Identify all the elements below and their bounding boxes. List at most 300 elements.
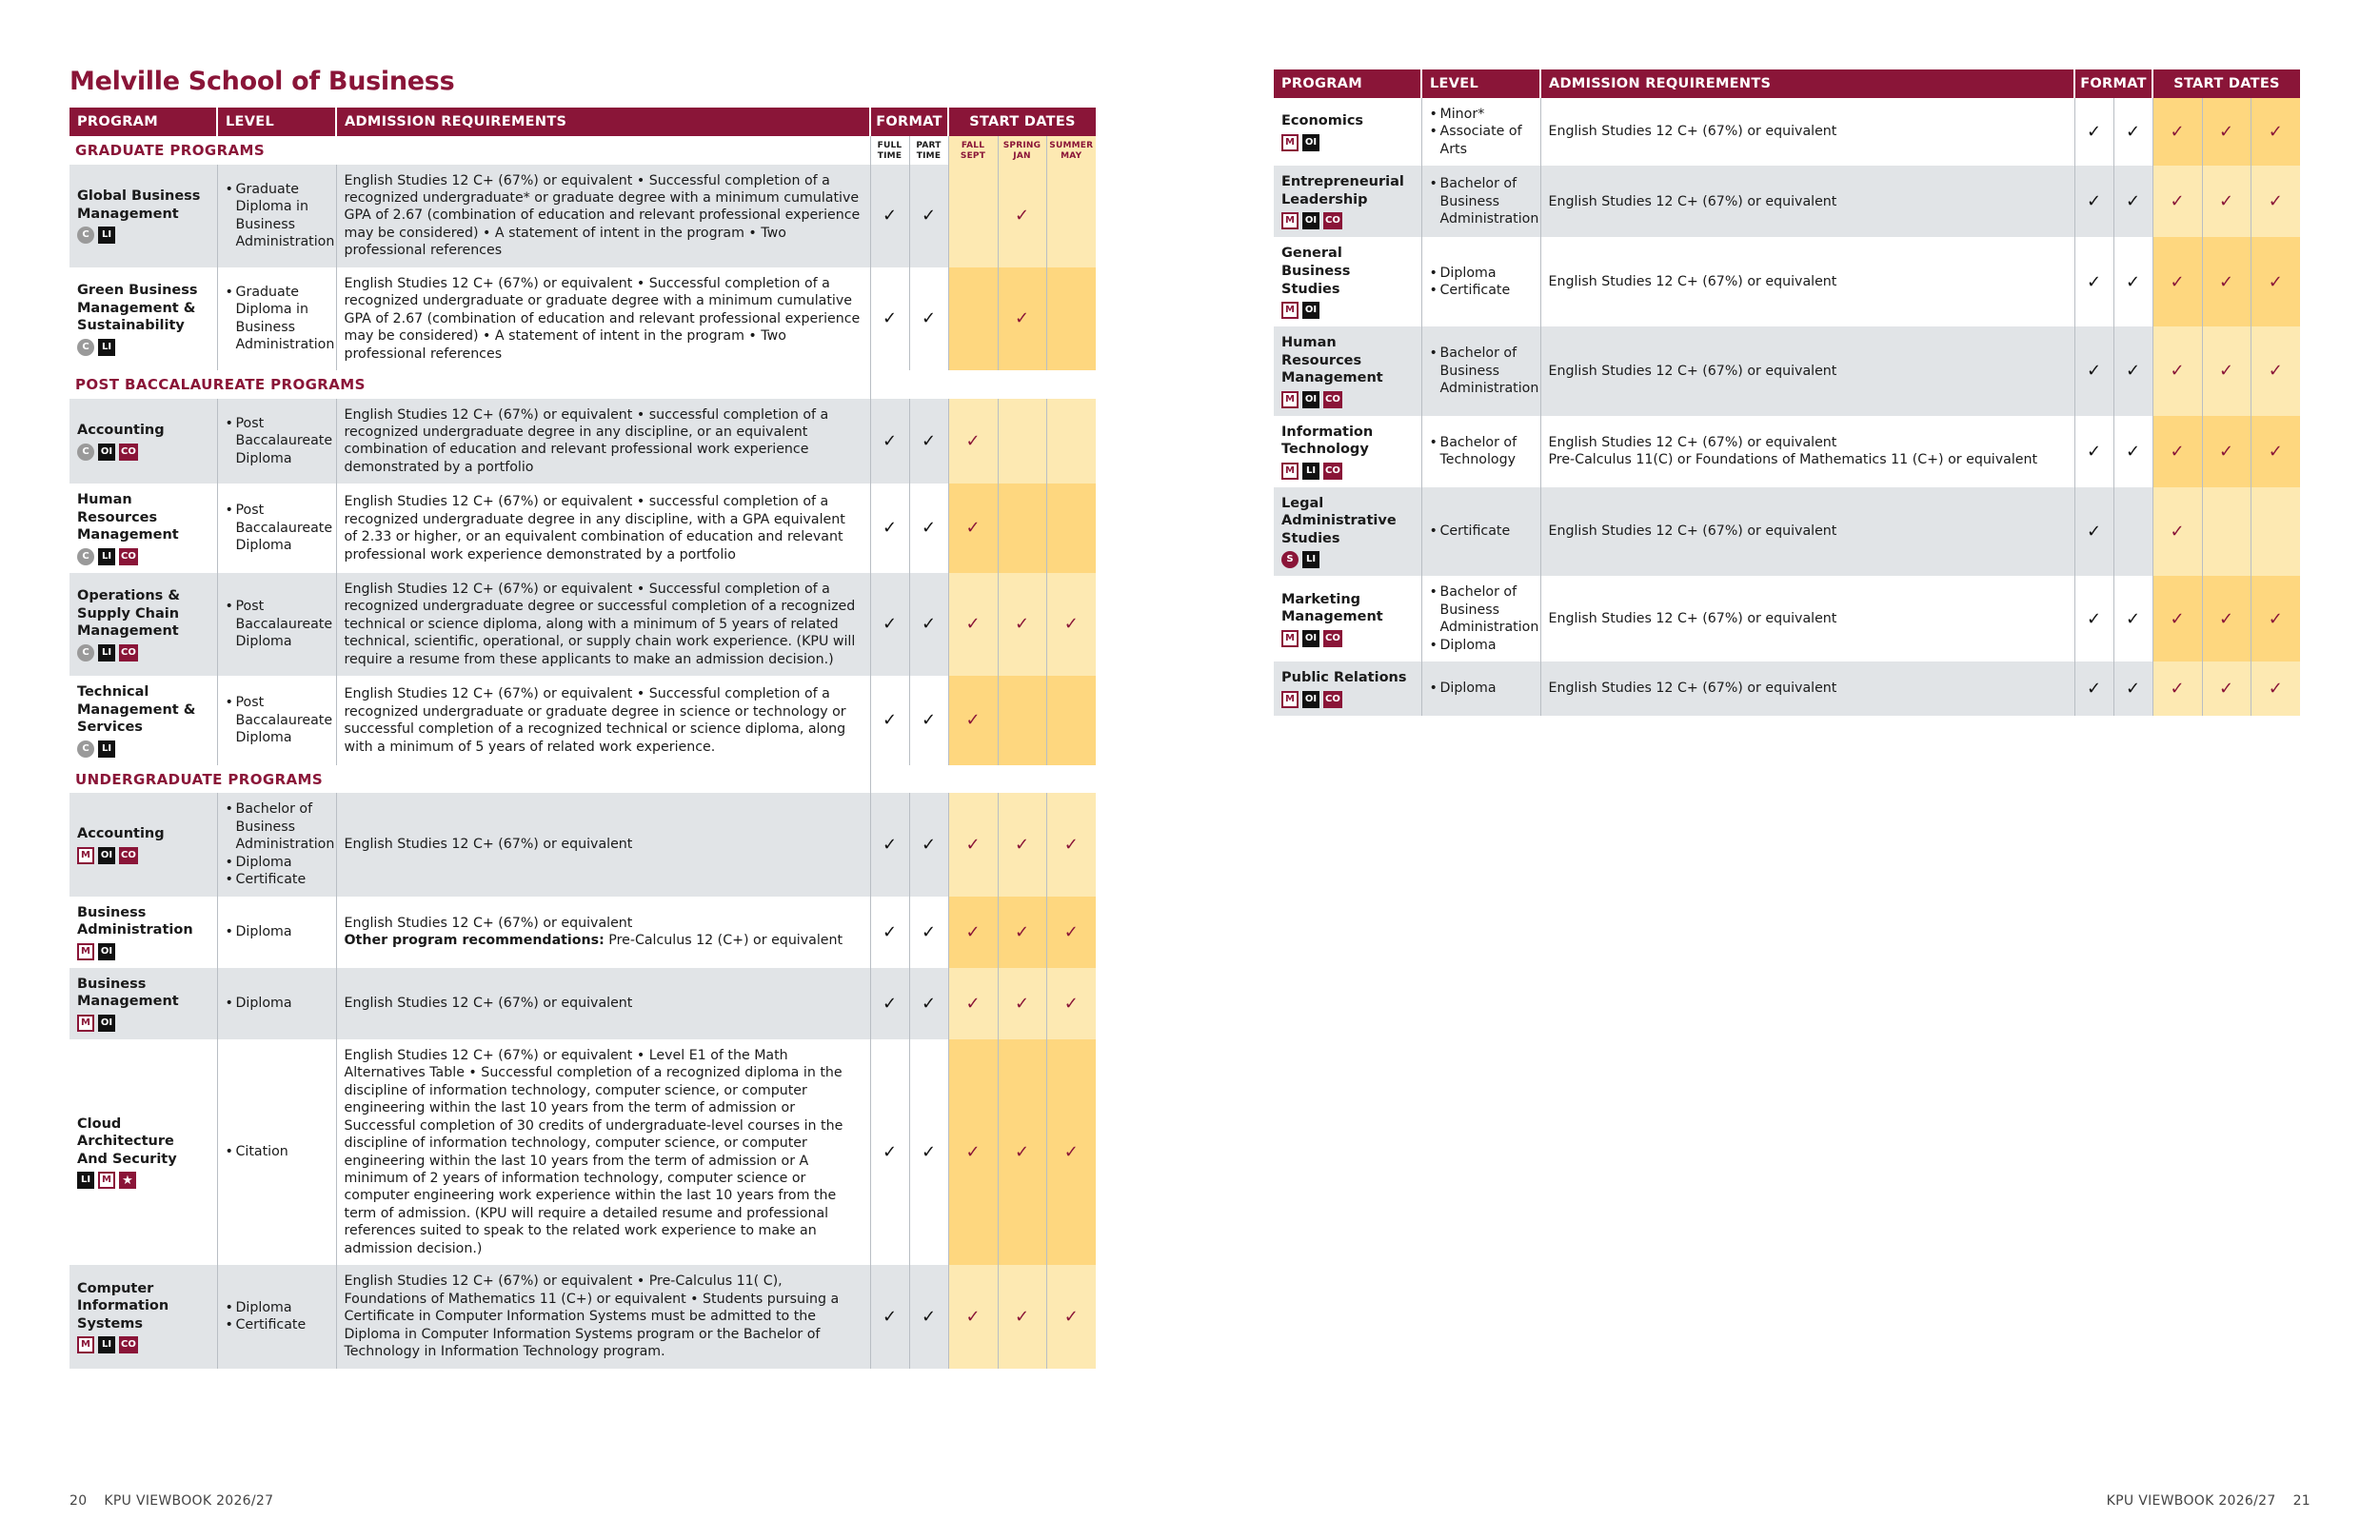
part-time-check: ✓: [909, 1265, 948, 1368]
part-time-check: ✓: [2113, 326, 2152, 416]
level-item: • Diploma: [226, 923, 328, 940]
level-list: [226, 694, 333, 746]
fall-start-check: ✓: [2152, 98, 2202, 166]
summer-start-check: ✓: [1046, 1265, 1096, 1368]
level-item: • Bachelor of Business Administration: [1430, 583, 1533, 636]
spring-start-check: ✓: [998, 968, 1046, 1039]
program-row: [69, 399, 1096, 484]
header-start-dates: START DATES: [948, 108, 1096, 136]
full-time-check: ✓: [870, 399, 909, 484]
badge-oi: OI: [98, 444, 115, 461]
delivery-badges: [77, 227, 209, 244]
level-cell: [217, 968, 336, 1039]
full-time-check: ✓: [2074, 326, 2113, 416]
full-time-check: ✓: [2074, 416, 2113, 487]
level-cell: [217, 897, 336, 968]
program-cell: [1274, 661, 1421, 716]
program-row: [69, 165, 1096, 267]
level-list: [1430, 175, 1539, 227]
program-row: [1274, 326, 2300, 416]
badge-m: M: [77, 943, 94, 960]
level-cell: [217, 1039, 336, 1265]
subheader-full-time: FULL TIME: [870, 136, 909, 165]
level-item: • Bachelor of Technology: [1430, 434, 1533, 469]
summer-start-check: ✓: [2251, 237, 2300, 326]
program-name: Economics: [1281, 113, 1364, 129]
delivery-badges: [1281, 391, 1414, 408]
level-item: • Diploma: [226, 995, 328, 1012]
spring-start-check: [998, 484, 1046, 573]
footer-title-left: KPU VIEWBOOK 2026/27: [104, 1493, 274, 1509]
right-program-table: [1274, 69, 2300, 716]
part-time-check: ✓: [909, 897, 948, 968]
left-program-table: [69, 108, 1096, 1369]
delivery-badges: [1281, 212, 1414, 229]
level-item: • Post Baccalaureate Diploma: [226, 598, 328, 650]
fall-start-check: ✓: [2152, 166, 2202, 237]
level-item: • Diploma: [226, 1299, 328, 1316]
program-name: Public Relations: [1281, 670, 1407, 686]
requirement-text: English Studies 12 C+ (67%) or equivalent: [344, 996, 633, 1012]
spring-start-check: [2202, 487, 2251, 577]
badge-c: C: [77, 548, 94, 565]
summer-start-check: ✓: [2251, 661, 2300, 716]
requirement-text: English Studies 12 C+ (67%) or equivalent: [344, 915, 633, 931]
badge-li: LI: [77, 1172, 94, 1189]
level-list: [226, 800, 335, 888]
delivery-badges: [77, 943, 209, 960]
program-name: Human Resources Management: [77, 492, 179, 543]
fall-start-check: [948, 165, 998, 267]
level-item: • Certificate: [226, 1316, 328, 1333]
level-list: [1430, 434, 1533, 469]
program-row: [69, 1265, 1096, 1368]
section-filler: [870, 765, 1096, 794]
recommendation-text: Pre-Calculus 12 (C+) or equivalent: [604, 933, 843, 949]
header-program: PROGRAM: [69, 108, 217, 136]
requirement-text: English Studies 12 C+ (67%) or equivalent • Pre-Calculus 11( C), Foundations of Mathematics 11 (C+) or equivalent • Students pursuing a Certificate in Computer Information Systems must be admitted to the Diploma in Computer Information Systems program or the Bachelor of Technology in Information Technology program.: [344, 1273, 840, 1360]
program-cell: [69, 267, 217, 370]
level-list: [1430, 523, 1533, 540]
badge-oi: OI: [98, 943, 115, 960]
full-time-check: ✓: [2074, 166, 2113, 237]
badge-oi: OI: [1302, 134, 1319, 151]
requirements-cell: [336, 676, 870, 765]
section-title: UNDERGRADUATE PROGRAMS: [75, 770, 324, 788]
section-title-cell: [69, 370, 870, 399]
spring-start-check: ✓: [2202, 576, 2251, 661]
fall-start-check: ✓: [2152, 661, 2202, 716]
requirements-cell: [336, 484, 870, 573]
delivery-badges: [77, 644, 209, 661]
fall-start-check: ✓: [948, 676, 998, 765]
badge-m: M: [1281, 391, 1299, 408]
program-name: Global Business Management: [77, 188, 201, 222]
summer-start-check: ✓: [2251, 326, 2300, 416]
requirements-cell: [1540, 98, 2074, 166]
delivery-badges: [1281, 302, 1414, 319]
header-program: PROGRAM: [1274, 69, 1421, 98]
full-time-check: ✓: [2074, 98, 2113, 166]
level-cell: [1421, 576, 1540, 661]
requirements-cell: [1540, 661, 2074, 716]
badge-li: LI: [1302, 463, 1319, 480]
part-time-check: ✓: [2113, 661, 2152, 716]
requirements-cell: [336, 267, 870, 370]
fall-start-check: [948, 267, 998, 370]
program-row: [1274, 166, 2300, 237]
program-cell: [69, 573, 217, 676]
requirements-cell: [336, 165, 870, 267]
program-cell: [69, 793, 217, 896]
spring-start-check: ✓: [998, 1265, 1046, 1368]
level-cell: [217, 676, 336, 765]
level-cell: [1421, 237, 1540, 326]
level-cell: [217, 165, 336, 267]
program-name: Business Administration: [77, 904, 193, 938]
subheader-summer: SUMMER MAY: [1046, 136, 1096, 165]
program-row: [69, 793, 1096, 896]
section-filler: [870, 370, 1096, 399]
program-row: [1274, 416, 2300, 487]
spring-start-check: [998, 676, 1046, 765]
full-time-check: ✓: [2074, 237, 2113, 326]
summer-start-check: ✓: [1046, 897, 1096, 968]
spring-start-check: ✓: [2202, 166, 2251, 237]
spring-start-check: ✓: [998, 573, 1046, 676]
star-icon: ★: [119, 1172, 136, 1189]
summer-start-check: ✓: [1046, 1039, 1096, 1265]
level-item: • Post Baccalaureate Diploma: [226, 502, 328, 554]
program-cell: [69, 676, 217, 765]
requirement-text: English Studies 12 C+ (67%) or equivalent • Successful completion of a recognized undergraduate or graduate degree in science or technology or successful completion of a recognized technical or science diploma, along with a minimum of 5 years of related work experience.: [344, 686, 846, 755]
delivery-badges: [77, 339, 209, 356]
program-cell: [1274, 166, 1421, 237]
badge-m: M: [77, 1336, 94, 1353]
program-row: [69, 676, 1096, 765]
delivery-badges: [77, 1172, 209, 1189]
header-format: FORMAT: [2074, 69, 2152, 98]
level-item: • Certificate: [1430, 282, 1533, 299]
section-title: GRADUATE PROGRAMS: [75, 142, 266, 159]
level-cell: [1421, 326, 1540, 416]
level-item: • Diploma: [226, 854, 328, 871]
requirement-text: Pre-Calculus 11(C) or Foundations of Mathematics 11 (C+) or equivalent: [1548, 452, 2038, 468]
fall-start-check: ✓: [2152, 237, 2202, 326]
requirements-cell: [1540, 326, 2074, 416]
program-name: Legal Administrative Studies: [1281, 495, 1397, 546]
level-list: [226, 923, 328, 940]
program-row: [69, 267, 1096, 370]
delivery-badges: [77, 847, 209, 864]
level-list: [226, 598, 333, 650]
level-cell: [217, 484, 336, 573]
level-item: • Citation: [226, 1143, 328, 1160]
delivery-badges: [77, 444, 209, 461]
badge-co: CO: [1323, 463, 1342, 480]
program-cell: [1274, 326, 1421, 416]
footer-right: [2107, 1493, 2311, 1509]
level-item: • Post Baccalaureate Diploma: [226, 415, 328, 467]
program-row: [1274, 98, 2300, 166]
level-list: [226, 502, 333, 554]
level-item: • Bachelor of Business Administration: [226, 800, 328, 853]
level-cell: [217, 399, 336, 484]
requirement-text: English Studies 12 C+ (67%) or equivalent: [1548, 193, 1837, 209]
level-list: [1430, 583, 1539, 654]
level-list: [226, 995, 328, 1012]
spring-start-check: [998, 399, 1046, 484]
program-cell: [69, 897, 217, 968]
summer-start-check: ✓: [1046, 968, 1096, 1039]
full-time-check: ✓: [2074, 487, 2113, 577]
badge-co: CO: [119, 847, 138, 864]
requirement-text: English Studies 12 C+ (67%) or equivalent • Level E1 of the Math Alternatives Table • Successful completion of a recognized diploma in the discipline of information technology, computer science, or computer engineering within the last 10 years from the term of admission or Successful completion of 30 credits of undergraduate-level courses in the discipline of information technology, computer science, or computer engineering within the last 10 years from the term of admission or A minimum of 2 years of information technology, computer science or computer engineering work experience within the last 10 years from the term of admission. (KPU will require a detailed resume and professional references suited to speak to the related work experience to make an admission decision.): [344, 1047, 843, 1256]
full-time-check: ✓: [870, 484, 909, 573]
footer-left: [69, 1493, 273, 1509]
section-title: POST BACCALAUREATE PROGRAMS: [75, 376, 366, 394]
level-cell: [217, 267, 336, 370]
level-item: • Certificate: [1430, 523, 1533, 540]
section-title-cell: [69, 136, 870, 165]
section-header-row: [69, 136, 1096, 165]
part-time-check: [2113, 487, 2152, 577]
level-item: • Diploma: [1430, 637, 1533, 654]
requirement-text: English Studies 12 C+ (67%) or equivalent: [1548, 124, 1837, 140]
program-cell: [69, 968, 217, 1039]
fall-start-check: ✓: [2152, 576, 2202, 661]
requirement-text: English Studies 12 C+ (67%) or equivalent • Successful completion of a recognized undergraduate degree or successful completion of a recognized technical or science diploma, along with a minimum of 5 years of related technical, scientific, operational, or supply chain work experience. (KPU will require a resume from these applicants to make an admission decision.): [344, 581, 856, 667]
header-format: FORMAT: [870, 108, 948, 136]
header-level: LEVEL: [1421, 69, 1540, 98]
delivery-badges: [77, 1015, 209, 1032]
full-time-check: ✓: [870, 165, 909, 267]
level-list: [226, 415, 333, 467]
badge-s: S: [1281, 551, 1299, 568]
header-level: LEVEL: [217, 108, 336, 136]
badge-li: LI: [98, 740, 115, 758]
badge-li: LI: [1302, 551, 1319, 568]
badge-m: M: [98, 1172, 115, 1189]
fall-start-check: ✓: [948, 1039, 998, 1265]
part-time-check: ✓: [2113, 98, 2152, 166]
requirements-cell: [336, 573, 870, 676]
summer-start-check: ✓: [2251, 416, 2300, 487]
requirement-text: English Studies 12 C+ (67%) or equivalent: [1548, 434, 1837, 450]
fall-start-check: ✓: [2152, 416, 2202, 487]
subheader-fall: FALL SEPT: [948, 136, 998, 165]
badge-co: CO: [1323, 630, 1342, 647]
program-cell: [1274, 576, 1421, 661]
full-time-check: ✓: [870, 573, 909, 676]
fall-start-check: ✓: [948, 897, 998, 968]
badge-co: CO: [119, 548, 138, 565]
level-item: • Diploma: [1430, 680, 1533, 697]
program-row: [1274, 237, 2300, 326]
requirements-cell: [336, 793, 870, 896]
program-name: Business Management: [77, 976, 179, 1010]
part-time-check: ✓: [2113, 237, 2152, 326]
program-name: Computer Information Systems: [77, 1280, 169, 1332]
program-name: Accounting: [77, 826, 165, 842]
level-cell: [217, 793, 336, 896]
part-time-check: ✓: [909, 399, 948, 484]
full-time-check: ✓: [870, 897, 909, 968]
level-cell: [217, 1265, 336, 1368]
spring-start-check: ✓: [998, 1039, 1046, 1265]
requirement-text: English Studies 12 C+ (67%) or equivalent • successful completion of a recognized undergraduate degree in any discipline, or an equivalent combination of education and relevant professional work experience demonstrated by a portfolio: [344, 406, 829, 475]
badge-oi: OI: [98, 1015, 115, 1032]
spring-start-check: ✓: [2202, 98, 2251, 166]
badge-co: CO: [1323, 691, 1342, 708]
requirements-cell: [336, 399, 870, 484]
full-time-check: ✓: [870, 1265, 909, 1368]
program-cell: [1274, 416, 1421, 487]
requirements-cell: [336, 1265, 870, 1368]
requirements-cell: [1540, 166, 2074, 237]
recommendation-line: [345, 932, 863, 949]
level-item: • Graduate Diploma in Business Administration: [226, 284, 328, 354]
part-time-check: ✓: [909, 573, 948, 676]
fall-start-check: ✓: [948, 1265, 998, 1368]
badge-oi: OI: [1302, 302, 1319, 319]
level-list: [226, 1299, 328, 1334]
level-cell: [1421, 416, 1540, 487]
badge-c: C: [77, 644, 94, 661]
page-number-left: 20: [69, 1493, 88, 1509]
header-start-dates: START DATES: [2152, 69, 2300, 98]
summer-start-check: ✓: [1046, 793, 1096, 896]
program-cell: [69, 484, 217, 573]
subheader-spring: SPRING JAN: [998, 136, 1046, 165]
spring-start-check: ✓: [998, 165, 1046, 267]
level-list: [1430, 345, 1539, 397]
level-item: • Bachelor of Business Administration: [1430, 175, 1533, 227]
program-name: Green Business Management & Sustainability: [77, 283, 198, 334]
level-item: • Associate of Arts: [1430, 123, 1533, 158]
program-name: General Business Studies: [1281, 246, 1351, 297]
fall-start-check: ✓: [948, 399, 998, 484]
spring-start-check: ✓: [2202, 416, 2251, 487]
requirement-text: English Studies 12 C+ (67%) or equivalent • successful completion of a recognized undergraduate degree in any discipline, with a GPA equivalent of 2.33 or higher, or an equivalent combination of education and relevant professional work experience demonstrated by a portfolio: [344, 494, 845, 563]
delivery-badges: [77, 548, 209, 565]
table-header: [69, 108, 1096, 136]
section-header-row: [69, 370, 1096, 399]
summer-start-check: [1046, 399, 1096, 484]
subheader-part-time: PART TIME: [909, 136, 948, 165]
full-time-check: ✓: [870, 1039, 909, 1265]
table-header: [1274, 69, 2300, 98]
badge-co: CO: [1323, 212, 1342, 229]
program-name: Accounting: [77, 423, 165, 439]
level-list: [226, 1143, 328, 1160]
program-cell: [69, 165, 217, 267]
requirement-text: English Studies 12 C+ (67%) or equivalent: [1548, 274, 1837, 290]
summer-start-check: ✓: [1046, 573, 1096, 676]
badge-li: LI: [98, 339, 115, 356]
spring-start-check: ✓: [998, 267, 1046, 370]
section-title-cell: [69, 765, 870, 794]
full-time-check: ✓: [870, 968, 909, 1039]
badge-c: C: [77, 227, 94, 244]
program-name: Cloud Architecture And Security: [77, 1116, 177, 1167]
full-time-check: ✓: [2074, 661, 2113, 716]
part-time-check: ✓: [909, 267, 948, 370]
summer-start-check: ✓: [2251, 98, 2300, 166]
requirements-cell: [336, 1039, 870, 1265]
page-title: Melville School of Business: [69, 67, 455, 96]
level-cell: [1421, 166, 1540, 237]
badge-li: LI: [98, 1336, 115, 1353]
level-list: [226, 181, 335, 251]
level-cell: [217, 573, 336, 676]
badge-c: C: [77, 444, 94, 461]
spring-start-check: ✓: [2202, 237, 2251, 326]
program-name: Technical Management & Services: [77, 684, 196, 736]
part-time-check: ✓: [909, 676, 948, 765]
requirements-cell: [1540, 576, 2074, 661]
part-time-check: ✓: [909, 165, 948, 267]
requirement-text: English Studies 12 C+ (67%) or equivalent: [1548, 681, 1837, 697]
program-cell: [69, 1265, 217, 1368]
part-time-check: ✓: [2113, 166, 2152, 237]
delivery-badges: [1281, 463, 1414, 480]
program-row: [69, 484, 1096, 573]
level-list: [1430, 265, 1533, 300]
program-row: [69, 968, 1096, 1039]
badge-m: M: [1281, 630, 1299, 647]
delivery-badges: [77, 740, 209, 758]
program-row: [69, 897, 1096, 968]
fall-start-check: ✓: [948, 573, 998, 676]
part-time-check: ✓: [909, 968, 948, 1039]
program-row: [69, 573, 1096, 676]
spring-start-check: ✓: [998, 793, 1046, 896]
program-name: Information Technology: [1281, 424, 1374, 458]
fall-start-check: ✓: [2152, 487, 2202, 577]
part-time-check: ✓: [909, 793, 948, 896]
badge-c: C: [77, 740, 94, 758]
badge-m: M: [77, 847, 94, 864]
delivery-badges: [1281, 630, 1414, 647]
fall-start-check: ✓: [948, 793, 998, 896]
header-admission: ADMISSION REQUIREMENTS: [336, 108, 870, 136]
level-cell: [1421, 98, 1540, 166]
program-name: Entrepreneurial Leadership: [1281, 174, 1404, 207]
footer-title-right: KPU VIEWBOOK 2026/27: [2106, 1493, 2276, 1509]
level-item: • Bachelor of Business Administration: [1430, 345, 1533, 397]
badge-oi: OI: [1302, 691, 1319, 708]
spring-start-check: ✓: [998, 897, 1046, 968]
part-time-check: ✓: [2113, 416, 2152, 487]
program-cell: [69, 1039, 217, 1265]
badge-co: CO: [119, 1336, 138, 1353]
program-name: Human Resources Management: [1281, 335, 1383, 386]
header-admission: ADMISSION REQUIREMENTS: [1540, 69, 2074, 98]
requirement-text: English Studies 12 C+ (67%) or equivalent: [1548, 611, 1837, 627]
badge-oi: OI: [1302, 212, 1319, 229]
page-number-right: 21: [2292, 1493, 2311, 1509]
spring-start-check: ✓: [2202, 326, 2251, 416]
full-time-check: ✓: [870, 793, 909, 896]
program-row: [1274, 487, 2300, 577]
requirements-cell: [1540, 416, 2074, 487]
level-item: • Diploma: [1430, 265, 1533, 282]
program-row: [1274, 576, 2300, 661]
requirements-cell: [1540, 487, 2074, 577]
part-time-check: ✓: [909, 1039, 948, 1265]
summer-start-check: ✓: [2251, 166, 2300, 237]
